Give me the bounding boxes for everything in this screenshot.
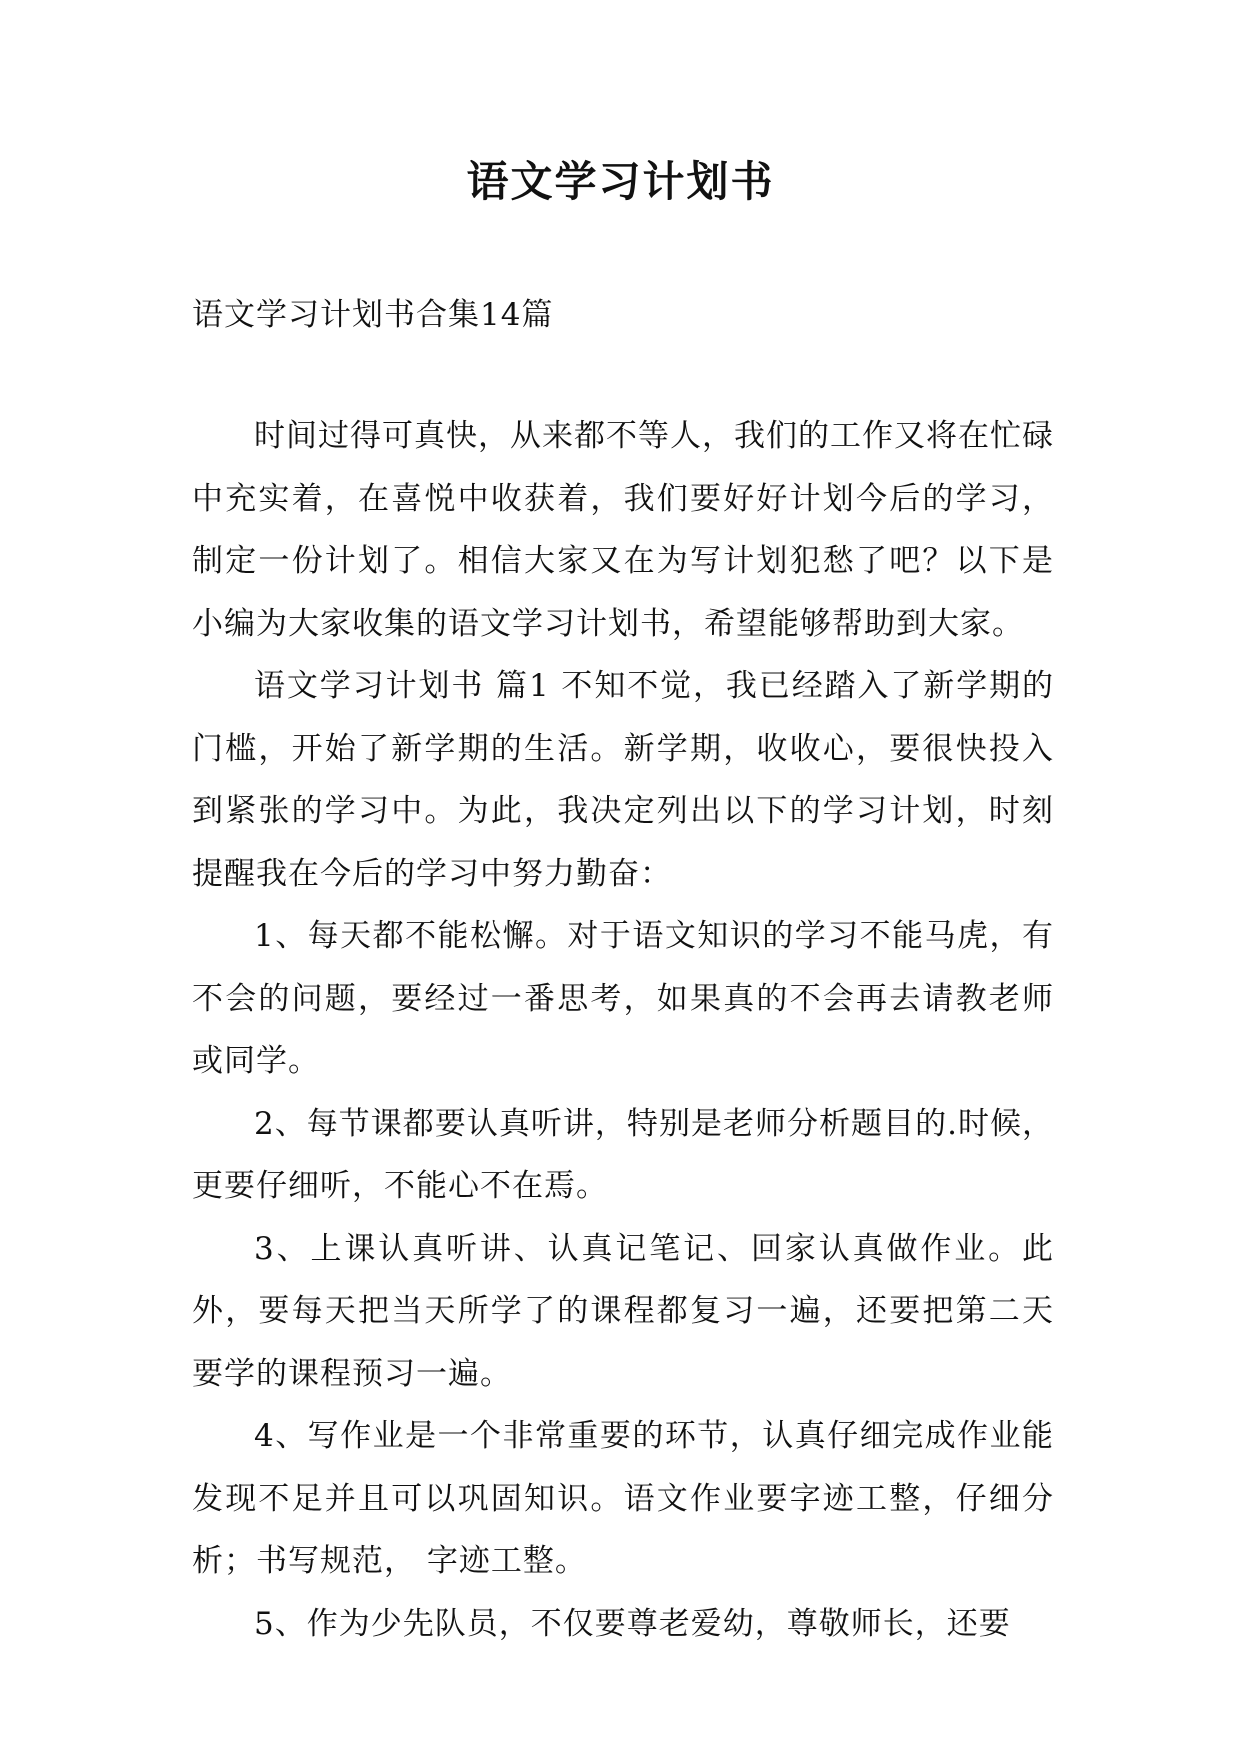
paragraph-item-2: 2、每节课都要认真听讲，特别是老师分析题目的.时候，更要仔细听，不能心不在焉。 [192, 1105, 1054, 1204]
paragraph-plan-1: 语文学习计划书 篇1 不知不觉，我已经踏入了新学期的门槛，开始了新学期的生活。新学期，收收心，要很快投入到紧张的学习中。为此，我决定列出以下的学习计划，时刻提醒我在今后的学习中努力勤奋： [192, 668, 1054, 892]
document-body [192, 405, 1054, 1655]
paragraph-item-1: 1、每天都不能松懈。对于语文知识的学习不能马虎，有不会的问题，要经过一番思考，如果真的不会再去请教老师或同学。 [192, 918, 1054, 1079]
paragraph-intro: 时间过得可真快，从来都不等人，我们的工作又将在忙碌中充实着，在喜悦中收获着，我们要好好计划今后的学习，制定一份计划了。相信大家又在为写计划犯愁了吧？以下是小编为大家收集的语文学习计划书，希望能够帮助到大家。 [192, 418, 1054, 642]
document-subtitle: 语文学习计划书合集14篇 [192, 297, 554, 333]
paragraph-item-4: 4、写作业是一个非常重要的环节，认真仔细完成作业能发现不足并且可以巩固知识。语文作业要字迹工整，仔细分析；书写规范， 字迹工整。 [192, 1418, 1054, 1579]
paragraph-item-5: 5、作为少先队员，不仅要尊老爱幼，尊敬师长，还要 [254, 1605, 1011, 1642]
paragraph-item-3: 3、上课认真听讲、认真记笔记、回家认真做作业。此外，要每天把当天所学了的课程都复习一遍，还要把第二天要学的课程预习一遍。 [192, 1230, 1054, 1392]
document-title: 语文学习计划书 [466, 157, 775, 206]
